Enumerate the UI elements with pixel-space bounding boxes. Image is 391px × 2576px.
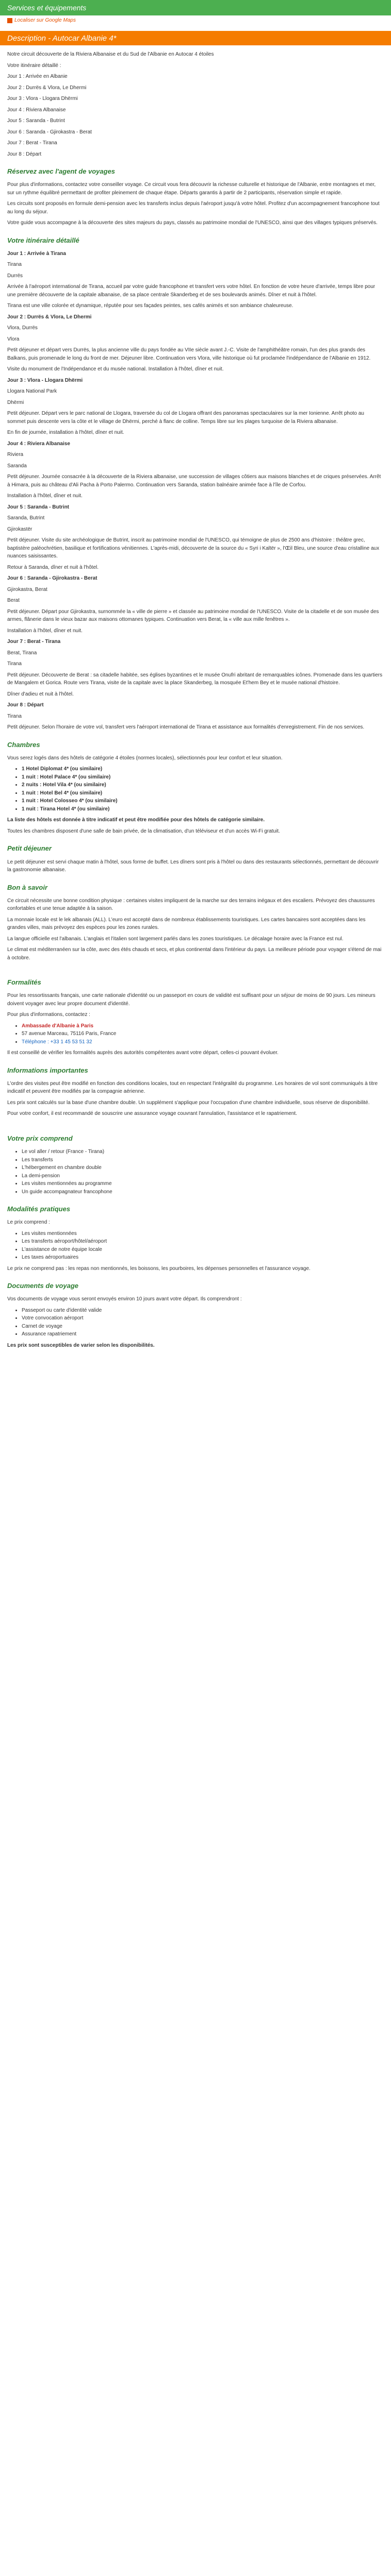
section-bonsavoir: Bon à savoir [7,883,48,891]
docs-list [7,1307,384,1338]
day-label: Jour 7 : Berat - Tirana [7,639,61,645]
day-place: Tirana [7,262,22,268]
contact-list [7,1022,384,1046]
list-item: • Les visites mentionnées au programme [22,1180,384,1188]
day-dist: Dhërmi [7,399,24,405]
day-place: Riviera [7,452,24,458]
list-item: • Téléphone : +33 1 45 53 51 32 [22,1038,384,1046]
intro-line: Notre circuit découverte de la Riviera Albanaise et du Sud de l'Albanie en Autocar 4 étoiles [7,52,214,57]
list-item: • Ambassade d'Albanie à Paris [22,1022,384,1030]
section-itinerary: Votre itinéraire détaillé [7,236,79,244]
day-place: Saranda, Butrint [7,515,45,521]
day-place: Berat, Tirana [7,650,37,656]
list-item: • Le vol aller / retour (France - Tirana) [22,1148,384,1156]
section-reserve: Réservez avec l'agent de voyages [7,167,116,175]
day-dist: Tirana [7,661,22,667]
content: Notre circuit découverte de la Riviera Albanaise et du Sud de l'Albanie en Autocar 4 étoiles Votre itinéraire détaillé : Jour 1 : Arrivée en Albanie Jour 2 : Durrës & Vlora, Le Dhermi Jour 3 : Vlora - Llogara Dhërmi Jour 4 : Riviera Albanaise Jour 5 : Saranda - Butrint Jour 6 : Saranda - Gjirokastra - Berat Jour 7 : Berat - Tirana Jour 8 : Départ Réservez avec l'agent de voyages Pour plus d'informations, contactez votre conseiller voyage. Ce circuit vous fera découvrir la richesse culturelle et historique de l'Albanie, entre montagnes et mer, sur un rythme équilibré permettant de profiter pleinement de chaque étape. Départs garantis à partir de 2 participants, réservation simple et rapide. Les circuits sont proposés en formule demi-pension avec les transferts inclus depuis l'aéroport jusqu'à votre hôtel. Profitez d'un accompagnement francophone tout au long du séjour. Votre guide vous accompagne à la découverte des sites majeurs du pays, classés au patrimoine mondial de l'UNESCO, ainsi que des villages typiques préservés. Votre itinéraire détaillé Jour 1 : Arrivée à Tirana Tirana Durrës Arrivée à l'aéroport international de Tirana, accueil par votre guide francophone et transfert vers votre hôtel. En fonction de votre heure d'arrivée, temps libre pour une première découverte de la capitale albanaise, de sa place centrale Skanderbeg et de ses boulevards animés. Dîner et nuit à l'hôtel. Tirana est une ville colorée et dynamique, réputée pour ses façades peintes, ses cafés animés et son ambiance chaleureuse. Jour 2 : Durrës & Vlora, Le Dhermi Vlora, Durrës Vlora Petit déjeuner et départ vers Durrës, la plus ancienne ville du pays fondée au VIIe siècle avant J.-C. Visite de l'amphithéâtre romain, l'un des plus grands des Balkans, puis promenade le long du front de mer. Déjeuner libre. Continuation vers Vlora, ville historique où fut proclamée l'indépendance de l'Albanie en 1912. Visite du monument de l'Indépendance et du musée national. Installation à l'hôtel, dîner et nuit. Jour 3 : Vlora - Llogara Dhërmi Llogara National Park Dhërmi Petit déjeuner. Départ vers le parc national de Llogara, traversée du col de Llogara offrant des panoramas spectaculaires sur la mer Ionienne. Arrêt photo au sommet puis descente vers la côte et le village de Dhërmi, perché à flanc de colline. Temps libre sur les plages turquoise de la Riviera albanaise. En fin de journée, installation à l'hôtel, dîner et nuit. Jour 4 : Riviera Albanaise Riviera Saranda Petit déjeuner. Journée consacrée à la découverte de la Riviera albanaise, une succession de villages côtiers aux maisons blanches et de criques préservées. Arrêt à Himara, puis au château d'Ali Pacha à Porto Palermo. Continuation vers Saranda, station balnéaire animée face à l'île de Corfou. Installation à l'hôtel, dîner et nuit. Jour 5 : Saranda - Butrint Saranda, Butrint Gjirokastër Petit déjeuner. Visite du site archéologique de Butrint, inscrit au patrimoine mondial de l'UNESCO, qui témoigne de plus de 2500 ans d'histoire : théâtre grec, baptistère paléochrétien, basilique et fortifications vénitiennes. L'après-midi, découverte de la source du « Syri i Kaltër », l'Œil Bleu, une source d'eau cristalline aux nuances saisissantes. Retour à Saranda, dîner et nuit à l'hôtel. Jour 6 : Saranda - Gjirokastra - Berat Gjirokastra, Berat Berat Petit déjeuner. Départ pour Gjirokastra, surnommée la « ville de pierre » et classée au patrimoine mondial de l'UNESCO. Visite de la citadelle et de son musée des armes, flânerie dans le vieux bazar aux maisons ottomanes typiques. Continuation vers Berat, la « ville aux mille fenêtres ». Installation à l'hôtel, dîner et nuit. Jour 7 : Berat - Tirana Berat, Tirana Tirana Petit déjeuner. Découverte de Berat : sa citadelle habitée, ses églises byzantines et le musée Onufri abritant de remarquables icônes. Promenade dans les quartiers de Mangalem et Gorica. Route vers Tirana, visite de la capitale avec la place Skanderbeg, la mosquée Et'hem Bey et le musée national d'histoire. Dîner d'adieu et nuit à l'hôtel. Jour 8 : Départ Tirana Petit déjeuner. Selon l'horaire de votre vol, transfert vers l'aéroport international de Tirana et assistance aux formalités d'enregistrement. Fin de nos services. Chambres Vous serez logés dans des hôtels de catégorie 4 étoiles (normes locales), sélectionnés pour leur confort et leur situation. • 1 Hotel Diplomat 4* (ou similaire) • 1 nuit : Hotel Palace 4* (ou similaire) • 2 nuits : Hotel Vila 4* (ou similaire) • 1 nuit : Hotel Bel 4* (ou similaire) • 1 nuit : Hotel Colosseo 4* (ou similaire) • 1 nuit : Tirana Hotel 4* (ou similaire) La liste des hôtels est donnée à titre indicatif et peut être modifiée pour des hôtels de catégorie similaire. Toutes les chambres disposent d'une salle de bain privée, de la climatisation, d'un téléviseur et d'un accès Wi-Fi gratuit. Petit déjeuner Le petit déjeuner est servi chaque matin à l'hôtel, sous forme de buffet. Les dîners sont pris à l'hôtel ou dans des restaurants sélectionnés, permettant de découvrir la gastronomie albanaise. Bon à savoir Ce circuit nécessite une bonne condition physique : certaines visites impliquent de la marche sur des terrains inégaux et des escaliers. Prévoyez des chaussures confortables et une tenue adaptée à la saison. La monnaie locale est le lek albanais (ALL). L'euro est accepté dans de nombreux établissements touristiques. Les cartes bancaires sont acceptées dans les grandes villes, mais prévoyez des espèces pour les zones rurales. La langue officielle est l'albanais. L'anglais et l'italien sont largement parlés dans les zones touristiques. Le décalage horaire avec la France est nul. Le climat est méditerranéen sur la côte, avec des étés chauds et secs, et plus continental dans l'intérieur du pays. La meilleure période pour voyager s'étend de mai à octobre. Formalités Pour les ressortissants français, une carte nationale d'identité ou un passeport en cours de validité est suffisant pour un séjour de moins de 90 jours. Les mineurs doivent voyager avec leur propre document d'identité. Pour plus d'informations, contactez : • Ambassade d'Albanie à Paris • 57 avenue Marceau, 75116 Paris, France • Téléphone : +33 1 45 53 51 32 Il est conseillé de vérifier les formalités auprès des autorités compétentes avant votre départ, celles-ci pouvant évoluer. Informations importantes L'ordre des visites peut être modifié en fonction des conditions locales, tout en respectant l'intégralité du programme. Les horaires de vol sont communiqués à titre indicatif et peuvent être modifiés par la compagnie aérienne. Les prix sont calculés sur la base d'une chambre double. Un supplément s'applique pour l'occupation d'une chambre individuelle, sous réserve de disponibilité. Pour votre confort, il est recommandé de souscrire une assurance voyage couvrant l'annulation, l'assistance et le rapatriement. Votre prix comprend • Le vol aller / retour (France - Tirana) • Les transferts • L'hébergement en chambre double • La demi-pension • Les visites mentionnées au programme • Un guide accompagnateur francophone Modalités pratiques Le prix comprend : • Les visites mentionnées • Les transferts aéroport/hôtel/aéroport • L'assistance de notre équipe locale • Les taxes aéroportuaires Le prix ne comprend pas : les repas non mentionnés, les boissons, les pourboires, les dépenses personnelles et l'assurance voyage. Documents de voyage Vos documents de voyage vous seront envoyés environ 10 jours avant votre départ. Ils comprendront : • Passeport ou carte d'identité valide • Votre convocation aéroport • Carnet de voyage • Assurance rapatriement Les prix sont susceptibles de varier selon les disponibilités. [0,45,391,1349]
hotel-list [7,765,384,813]
intro-line: Jour 7 : Berat - Tirana [7,140,57,146]
intro-line: Jour 6 : Saranda - Gjirokastra - Berat [7,129,92,135]
intro-line: Jour 5 : Saranda - Butrint [7,118,65,124]
day-label: Jour 3 : Vlora - Llogara Dhërmi [7,377,83,383]
day-place: Llogara National Park [7,388,57,395]
intro-line: Jour 2 : Durrës & Vlora, Le Dhermi [7,84,87,91]
share-link[interactable]: Localiser sur Google Maps [7,18,76,23]
list-item: • 1 nuit : Hotel Colosseo 4* (ou similaire) [22,797,384,805]
section-pension: Petit déjeuner [7,844,52,853]
list-item: • Passeport ou carte d'identité valide [22,1307,384,1315]
list-item: • Les transferts aéroport/hôtel/aéroport [22,1238,384,1246]
section-docs: Documents de voyage [7,1282,78,1290]
list-item: • Assurance rapatriement [22,1330,384,1338]
day-label: Jour 6 : Saranda - Gjirokastra - Berat [7,575,97,582]
list-item: • 2 nuits : Hotel Vila 4* (ou similaire) [22,781,384,789]
intro-line: Jour 4 : Riviera Albanaise [7,107,66,113]
intro-line: Jour 1 : Arrivée en Albanie [7,74,68,79]
day-place: Gjirokastra, Berat [7,586,47,592]
intro-line: Jour 3 : Vlora - Llogara Dhërmi [7,96,78,101]
day-dist: Saranda [7,463,27,469]
day-label: Jour 4 : Riviera Albanaise [7,440,70,447]
day-dist: Vlora [7,336,20,342]
map-pin-icon [7,18,12,23]
list-item: • Un guide accompagnateur francophone [22,1188,384,1196]
day-label: Jour 8 : Départ [7,702,44,708]
section-incl: Votre prix comprend [7,1134,73,1142]
day-place: Tirana [7,713,22,719]
day-dist: Durrës [7,273,23,279]
incl-list [7,1148,384,1196]
list-item: • 1 nuit : Tirana Hotel 4* (ou similaire) [22,805,384,814]
section-infoimp: Informations importantes [7,1066,88,1074]
section-header [0,0,391,23]
list-item: • 1 Hotel Diplomat 4* (ou similaire) [22,765,384,773]
section-modal: Modalités pratiques [7,1205,71,1213]
day-dist: Gjirokastër [7,526,32,532]
intro-line: Jour 8 : Départ [7,151,42,157]
list-item: • L'hébergement en chambre double [22,1164,384,1172]
list-item: • Les transferts [22,1156,384,1164]
mod-list [7,1230,384,1262]
section-formalites: Formalités [7,978,41,987]
list-item: • Les taxes aéroportuaires [22,1253,384,1262]
day-label: Jour 2 : Durrës & Vlora, Le Dhermi [7,314,92,320]
day-dist: Berat [7,598,20,604]
day-label: Jour 5 : Saranda - Butrint [7,504,70,510]
list-item: • Carnet de voyage [22,1323,384,1331]
list-item: • 57 avenue Marceau, 75116 Paris, France [22,1030,384,1038]
list-item: • 1 nuit : Hotel Bel 4* (ou similaire) [22,789,384,798]
section-header-title: Services et équipements [7,4,87,12]
page-title: Description - Autocar Albanie 4* [0,31,391,45]
intro-line: Votre itinéraire détaillé : [7,62,61,69]
list-item: • La demi-pension [22,1172,384,1180]
day-place: Vlora, Durrës [7,325,38,331]
list-item: • Votre convocation aéroport [22,1314,384,1323]
list-item: • 1 nuit : Hotel Palace 4* (ou similaire) [22,773,384,782]
list-item: • Les visites mentionnées [22,1230,384,1238]
section-chambres: Chambres [7,740,40,749]
day-label: Jour 1 : Arrivée à Tirana [7,250,66,257]
footer-note: Les prix sont susceptibles de varier selon les disponibilités. [7,1342,155,1348]
list-item: • L'assistance de notre équipe locale [22,1246,384,1254]
